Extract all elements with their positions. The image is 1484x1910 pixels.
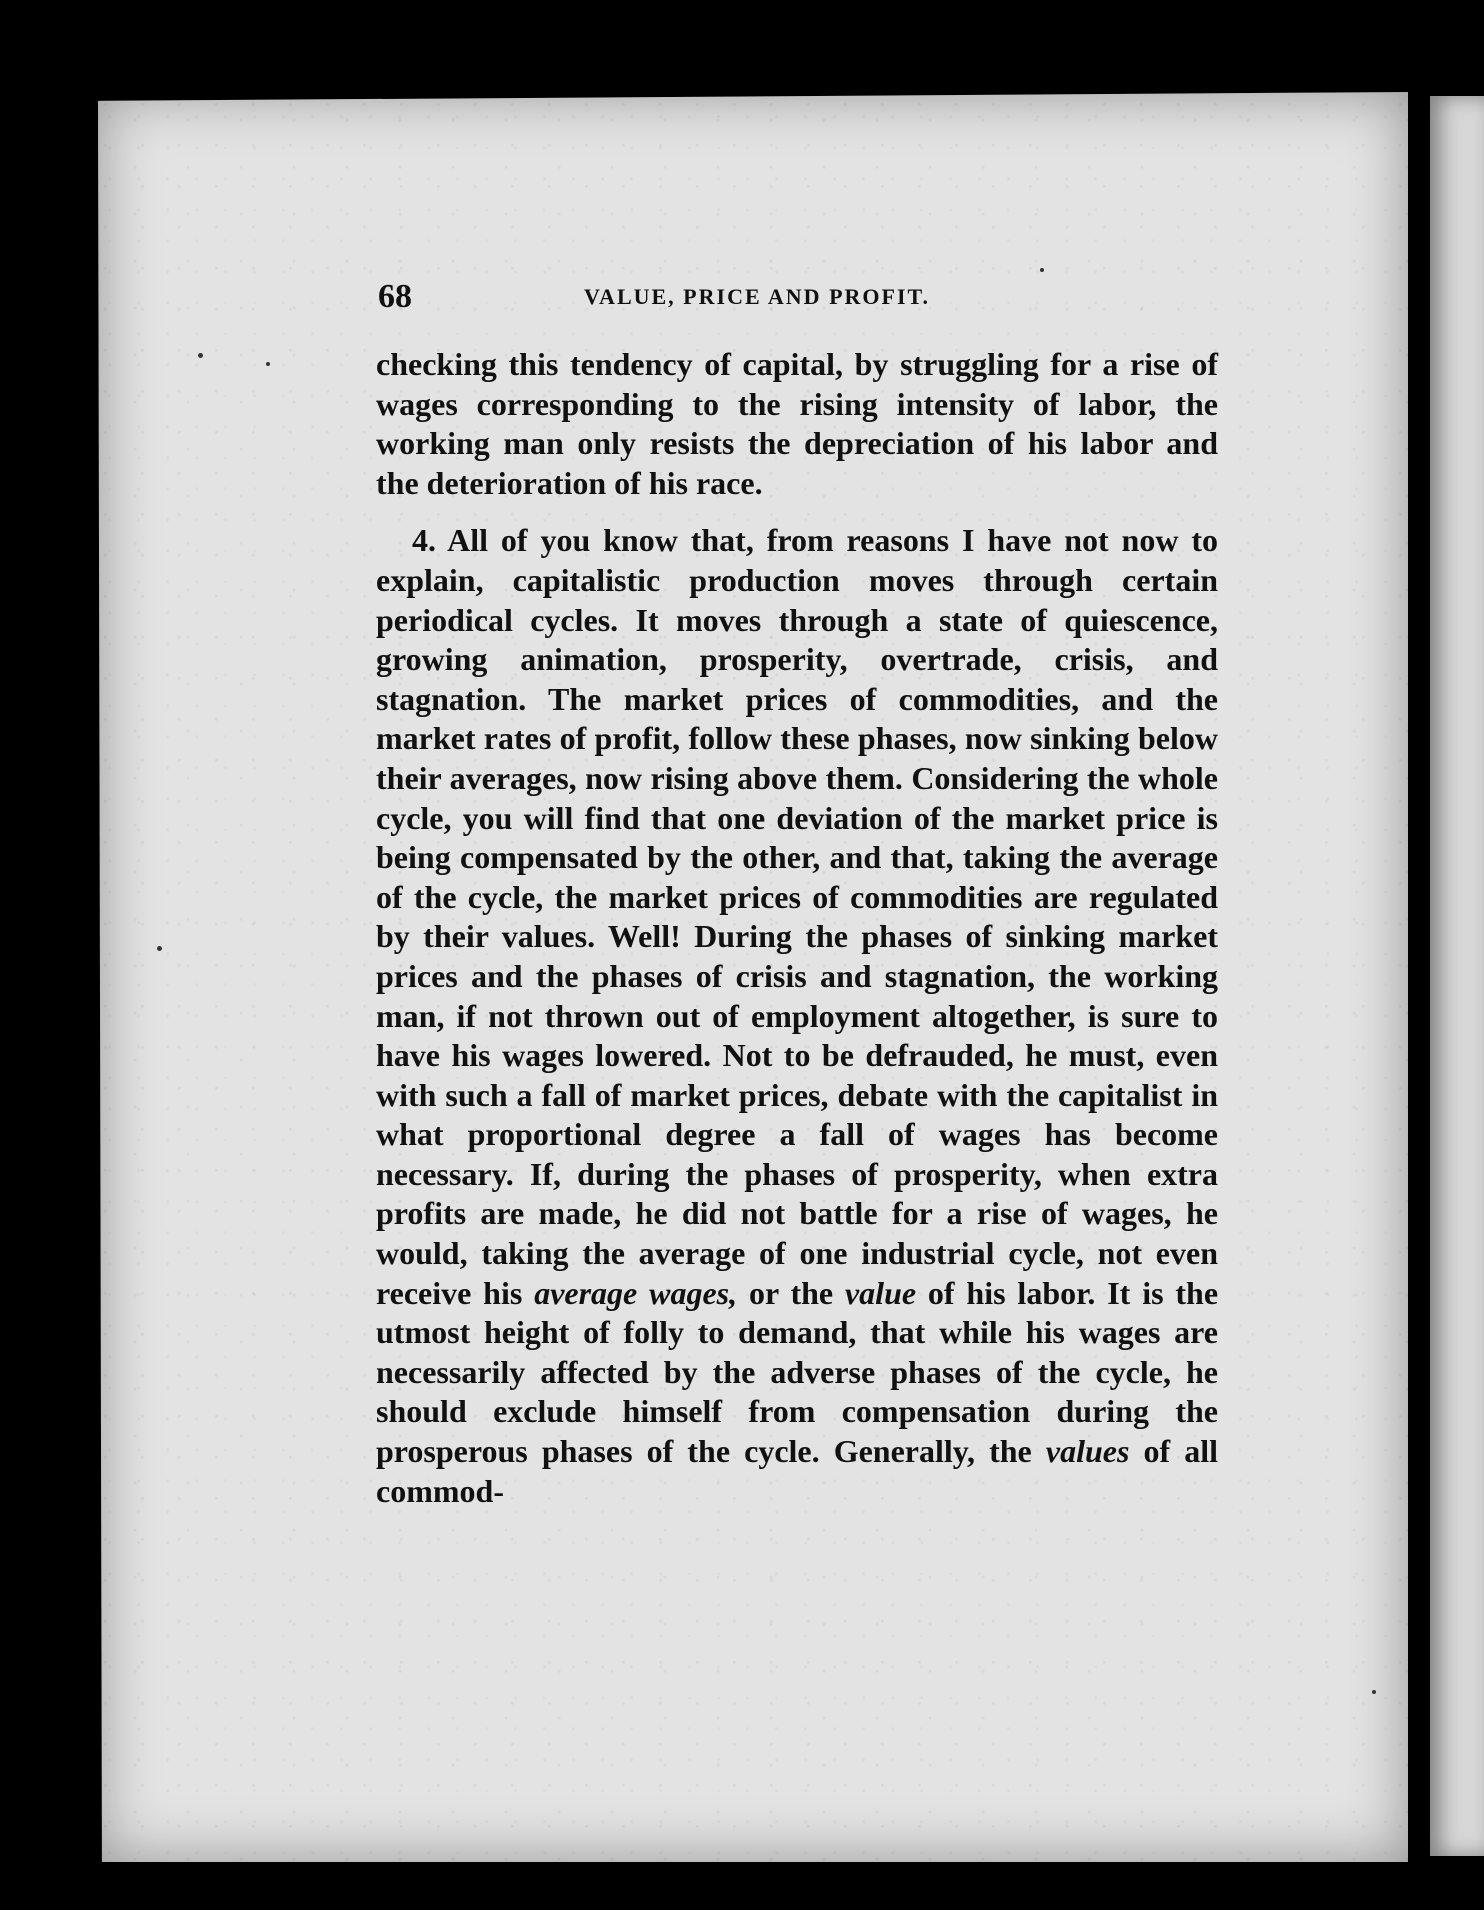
italic-average-wages: average wages, (534, 1274, 738, 1311)
running-head (378, 278, 1218, 318)
paragraph-2 (376, 521, 1218, 1511)
scan-speck (266, 362, 270, 366)
scan-speck (198, 353, 203, 358)
page-number: 68 (378, 278, 412, 315)
paragraph-2-end: of all commod- (376, 1433, 1219, 1509)
scan-speck (157, 946, 162, 951)
text-or-the: or the (748, 1274, 834, 1311)
adjacent-page-edge (1430, 96, 1484, 1856)
scan-speck (1040, 268, 1044, 272)
paragraph-2-intro: 4. All of you know that, from reasons I have not now to explain, capitalistic production moves through certain periodical cycles. It moves through a state of quiescence, growing animation, prosperity, overtrade, crisis, and stagnation. The market prices of commodities, and the market rates of profit, follow these phases, now sinking below their averages, now rising above them. Considering the whole cycle, you will find that one deviation of the market price is being compensated by the other, and that, taking the average of the cycle, the market prices of commodities are regulated by their values. Well! During the phases of sinking market prices and the phases of crisis and stagnation, the working man, if not thrown out of employment altogether, is sure to have his wages lowered. Not to be defrauded, he must, even with such a fall of market prices, debate with the capitalist in what proportional degree a fall of wages has become necessary. If, during the phases of prosperity, when extra profits are made, he did not battle for a rise of wages, he would, taking the average of one industrial cycle, not even receive his (376, 522, 1218, 1311)
paragraph-1: checking this tendency of capital, by struggling for a rise of wages corresponding to the rising intensity of labor, the working man only resists the depreciation of his labor and the deterioration of his race. (376, 346, 1218, 501)
scan-speck (1372, 1690, 1376, 1694)
running-title: VALUE, PRICE AND PROFIT. (584, 284, 931, 309)
paragraph-2-middle: of his labor. It is the utmost height of folly to demand, that while his wages are necessarily affected by the adverse phases of the cycle, he should exclude himself from compensation during the prosperous phases of the cycle. Generally, the (376, 1274, 1219, 1470)
body-text (376, 345, 1218, 1511)
italic-values: values (1045, 1433, 1130, 1470)
italic-value: value (844, 1274, 917, 1311)
